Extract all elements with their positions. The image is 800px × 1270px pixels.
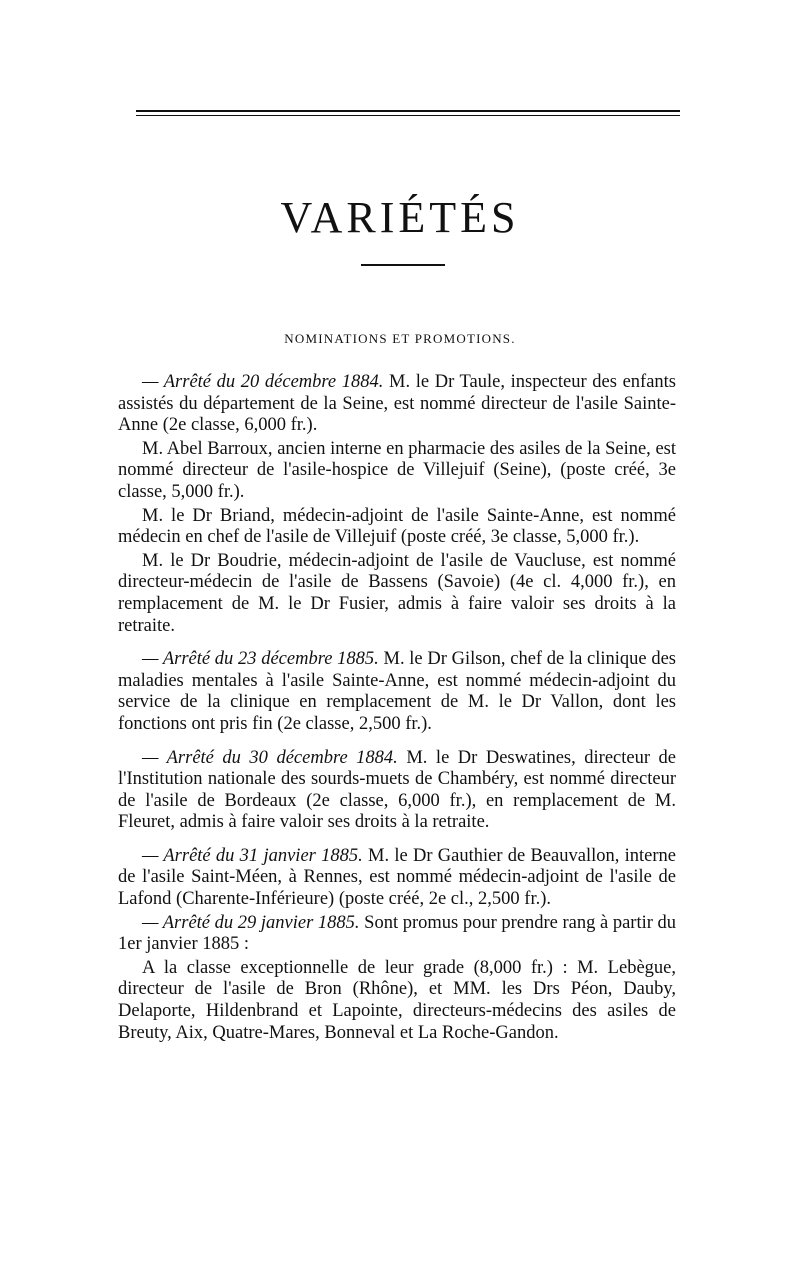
title-underline [361,264,445,266]
paragraph [118,748,676,834]
paragraph-text: Sont promus pour prendre rang à partir du 1er janvier 1885 : [118,912,677,955]
article-body [118,372,676,1044]
paragraph-text: M. le Dr Boudrie, médecin-adjoint de l'asile de Vaucluse, est nommé directeur-médecin de l'asile de Bassens (Savoie) (4e cl. 4,000 fr.), en remplacement de M. le Dr Fusier, admis à faire valoir ses droits à la retraite. [118,550,676,636]
paragraph [118,506,676,549]
paragraph [118,649,676,735]
paragraph-text: M. le Dr Briand, médecin-adjoint de l'asile Sainte-Anne, est nommé médecin en chef de l'asile de Villejuif (poste créé, 3e classe, 5,000 fr.). [118,505,676,548]
paragraph-text: M. le Dr Gauthier de Beauvallon, interne de l'asile Saint-Méen, à Rennes, est nommé médecin-adjoint de l'asile de Lafond (Charente-Inférieure) (poste créé, 2e cl., 2,500 fr.). [118,845,677,910]
decree-date: — Arrêté du 20 décembre 1884. [142,372,384,392]
paragraph-text: M. Abel Barroux, ancien interne en pharmacie des asiles de la Seine, est nommé directeur de l'asile-hospice de Villejuif (Seine), (poste créé, 3e classe, 5,000 fr.). [118,438,676,502]
section-subtitle: NOMINATIONS ET PROMOTIONS. [284,331,516,346]
paragraph-text: A la classe exceptionnelle de leur grade (8,000 fr.) : M. Lebègue, directeur de l'asile de Bron (Rhône), et MM. les Drs Péon, Dauby, Delaporte, Hildenbrand et Lapointe, directeurs-médecins des asiles de Breuty, Aix, Quatre-Mares, Bonneval et La Roche-Gandon. [118,957,676,1043]
paragraph [118,439,676,504]
header-rule-thin [136,115,680,116]
paragraph-text: M. le Dr Deswatines, directeur de l'Institution nationale des sourds-muets de Chambéry, est nommé directeur de l'asile de Bordeaux (2e classe, 6,000 fr.), en remplacement de M. Fleuret, admis à faire valoir ses droits à la retraite. [118,747,676,833]
decree-date: — Arrêté du 23 décembre 1885. [142,649,379,670]
decree-date: — Arrêté du 30 décembre 1884. [142,747,398,768]
paragraph-text: M. le Dr Taule, inspecteur des enfants assistés du département de la Seine, est nommé directeur de l'asile Sainte-Anne (2e classe, 6,000 fr.). [118,372,676,436]
paragraph-text: M. le Dr Gilson, chef de la clinique des maladies mentales à l'asile Sainte-Anne, est nommé médecin-adjoint du service de la clinique en remplacement de M. le Dr Vallon, dont les fonctions ont pris fin (2e classe, 2,500 fr.). [118,649,676,734]
paragraph [118,913,676,956]
paragraph [118,551,676,637]
decree-date: — Arrêté du 29 janvier 1885. [142,912,360,933]
paragraph [118,372,676,437]
paragraph [118,958,676,1044]
paragraph [118,846,676,911]
page-title: VARIÉTÉS [280,193,520,242]
decree-date: — Arrêté du 31 janvier 1885. [142,845,363,866]
header-rule-thick [136,110,680,112]
